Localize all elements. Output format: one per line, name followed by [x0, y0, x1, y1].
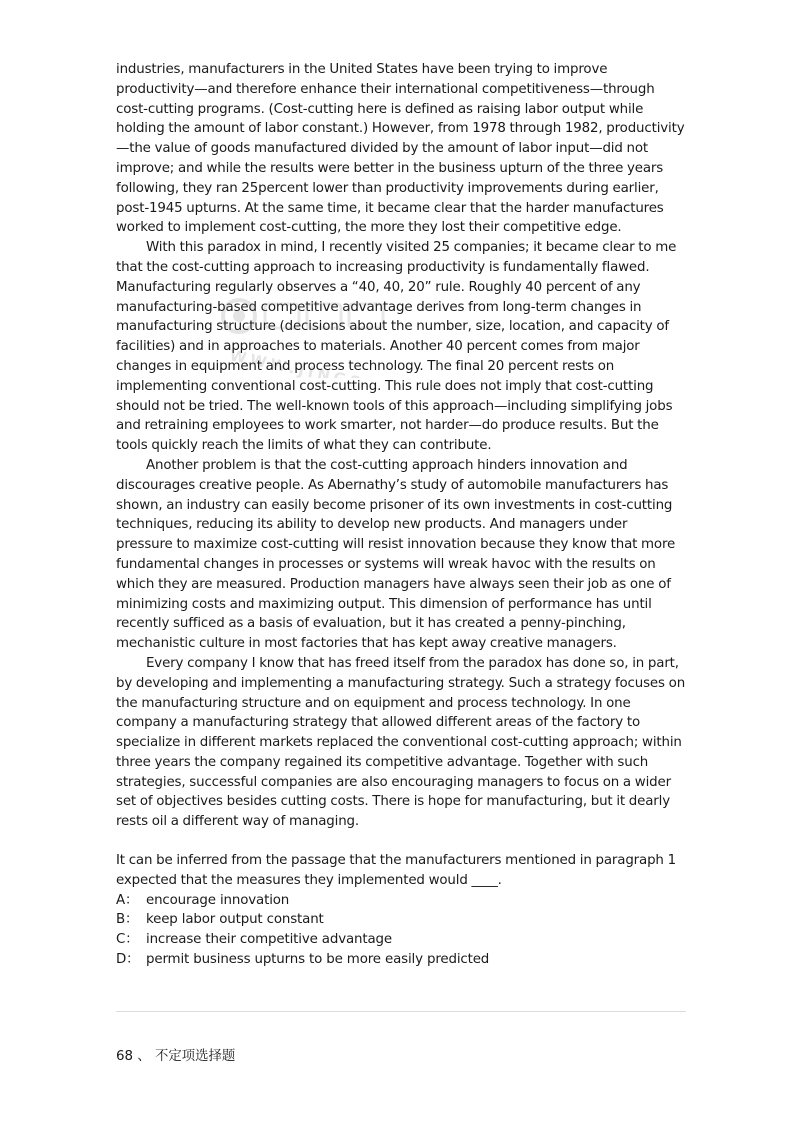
page-divider — [116, 1011, 686, 1012]
option-text: increase their competitive advantage — [146, 932, 392, 948]
answer-option-b[interactable] — [116, 910, 686, 930]
document-page — [116, 60, 686, 970]
option-text: encourage innovation — [146, 892, 290, 908]
answer-options — [116, 891, 686, 970]
answer-option-d[interactable] — [116, 950, 686, 970]
passage-paragraph-1: industries, manufacturers in the United States have been trying to improve productivity—and therefore enhance their international competitiveness—through cost-cutting programs. (Cost-cutting here is defined as raising labor output while holding the amount of labor constant.) However, from 1978 through 1982, productivity—the value of goods manufactured divided by the amount of labor input—did not improve; and while the results were better in the business upturn of the three years following, they ran 25percent lower than productivity improvements during earlier, post-1945 upturns. At the same time, it became clear that the harder manufactures worked to implement cost-cutting, the more they lost their competitive edge. — [116, 62, 685, 236]
question-stem: It can be inferred from the passage that the manufacturers mentioned in paragraph 1 expected that the measures they implemented would ____. — [116, 853, 676, 888]
question-block — [116, 851, 686, 970]
reading-passage — [116, 60, 686, 832]
option-text: keep labor output constant — [146, 912, 324, 928]
option-text: permit business upturns to be more easily predicted — [146, 952, 490, 968]
answer-option-c[interactable] — [116, 930, 686, 950]
passage-paragraph-3: Another problem is that the cost-cutting approach hinders innovation and discourages creative people. As Abernathy’s study of automobile manufacturers has shown, an industry can easily become prisoner of its own investments in cost-cutting techniques, reducing its ability to develop new products. And managers under pressure to maximize cost-cutting will resist innovation because they know that more fundamental changes in processes or systems will wreak havoc with the results on which they are measured. Production managers have always seen their job as one of minimizing costs and maximizing output. This dimension of performance has until recently sufficed as a basis of evaluation, but it has created a penny-pinching, mechanistic culture in most factories that has kept away creative managers. — [116, 457, 676, 652]
passage-paragraph-4: Every company I know that has freed itself from the paradox has done so, in part, by developing and implementing a manufacturing strategy. Such a strategy focuses on the manufacturing structure and on equipment and process technology. In one company a manufacturing strategy that allowed different areas of the factory to specialize in different markets replaced the conventional cost-cutting approach; within three years the company regained its competitive advantage. Together with such strategies, successful companies are also encouraging managers to focus on a wider set of objectives besides cutting costs. There is hope for manufacturing, but it dearly rests oil a different way of managing. — [116, 655, 686, 830]
question-number-label: 68 、 不定项选择题 — [116, 1049, 236, 1064]
passage-paragraph-2: With this paradox in mind, I recently visited 25 companies; it became clear to me that the cost-cutting approach to increasing productivity is fundamentally flawed. Manufacturing regularly observes a “40, 40, 20” rule. Roughly 40 percent of any manufacturing-based competitive advantage derives from long-term changes in manufacturing structure (decisions about the number, size, location, and capacity of facilities) and in approaches to materials. Another 40 percent comes from major changes in equipment and process technology. The final 20 percent rests on implementing conventional cost-cutting. This rule does not imply that cost-cutting should not be tried. The well-known tools of this approach—including simplifying jobs and retraining employees to work smarter, not harder—do produce results. But the tools quickly reach the limits of what they can contribute. — [116, 240, 677, 454]
option-letter: A： — [116, 892, 139, 908]
option-letter: C： — [116, 932, 139, 948]
option-letter: B： — [116, 912, 139, 928]
option-letter: D： — [116, 952, 140, 968]
answer-option-a[interactable] — [116, 891, 686, 911]
